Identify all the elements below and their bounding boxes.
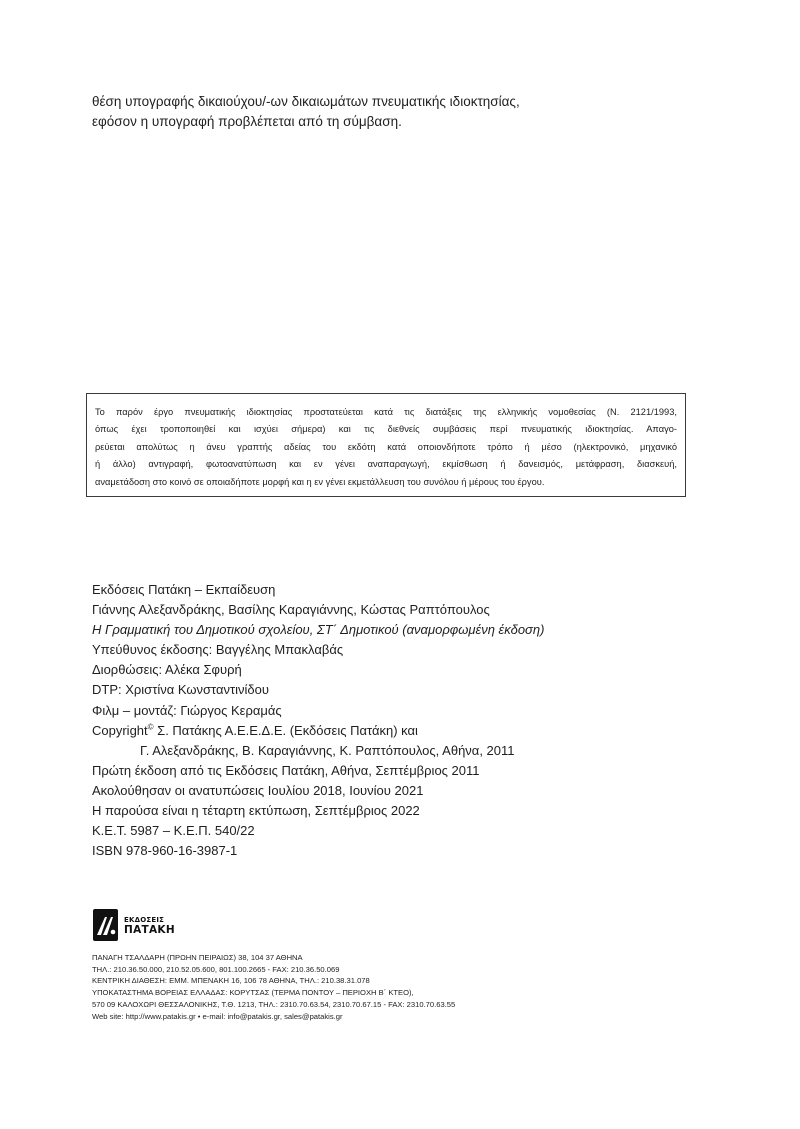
publisher-series: Εκδόσεις Πατάκη – Εκπαίδευση	[92, 582, 276, 597]
publisher-logo	[92, 908, 202, 944]
address-line: 570 09 ΚΑΛΟΧΩΡΙ ΘΕΣΣΑΛΟΝΙΚΗΣ, Τ.Θ. 1213, ΤΗΛ.: 2310.70.63.54, 2310.70.67.15 - FAX: 2310.70.63.55	[92, 999, 456, 1009]
editor-credit: Υπεύθυνος έκδοσης: Βαγγέλης Μπακλαβάς	[92, 642, 344, 658]
signature-note	[92, 92, 652, 132]
copyright-symbol: ©	[147, 722, 154, 732]
copyright-continued: Γ. Αλεξανδράκης, Β. Καραγιάννης, Κ. Ραπτόπουλος, Αθήνα, 2011	[140, 742, 515, 758]
copyright-notice-box	[86, 393, 686, 497]
signature-note-line: εφόσον η υπογραφή προβλέπεται από τη σύμβαση.	[92, 114, 402, 129]
publisher-address	[92, 952, 692, 1022]
copyright-notice-line: όπως έχει τροποποιηθεί και ισχύει σήμερα) και τις διεθνείς συμβάσεις περί πνευματικής ιδιοκτησίας. Απαγο-	[95, 424, 677, 435]
first-edition: Πρώτη έκδοση από τις Εκδόσεις Πατάκη, Αθήνα, Σεπτέμβριος 2011	[92, 762, 480, 778]
address-line: ΚΕΝΤΡΙΚΗ ΔΙΑΘΕΣΗ: ΕΜΜ. ΜΠΕΝΑΚΗ 16, 106 78 ΑΘΗΝΑ, ΤΗΛ.: 210.38.31.078	[92, 976, 370, 986]
signature-note-line: θέση υπογραφής δικαιούχου/-ων δικαιωμάτων πνευματικής ιδιοκτησίας,	[92, 94, 520, 109]
book-title: Η Γραμματική του Δημοτικού σχολείου, ΣΤ΄ Δημοτικού (αναμορφωμένη έκδοση)	[92, 622, 545, 638]
logo-top-word: ΕΚΔΟΣΕΙΣ	[124, 916, 165, 924]
isbn: ISBN 978-960-16-3987-1	[92, 843, 238, 859]
film-credit: Φιλμ – μοντάζ: Γιώργος Κεραμάς	[92, 702, 282, 718]
dtp-credit: DTP: Χριστίνα Κωνσταντινίδου	[92, 682, 269, 698]
reprints: Ακολούθησαν οι ανατυπώσεις Ιουλίου 2018, Ιουνίου 2021	[92, 782, 424, 798]
copyright-word: Copyright	[92, 722, 148, 738]
authors: Γιάννης Αλεξανδράκης, Βασίλης Καραγιάννης, Κώστας Ραπτόπουλος	[92, 602, 490, 618]
copyright-holders: Σ. Πατάκης Α.Ε.Ε.Δ.Ε. (Εκδόσεις Πατάκη) και	[153, 722, 418, 738]
address-line: ΤΗΛ.: 210.36.50.000, 210.52.05.600, 801.100.2665 - FAX: 210.36.50.069	[92, 964, 340, 974]
logo-bottom-word: ΠΑΤΑΚΗ	[124, 924, 175, 936]
address-line: ΥΠΟΚΑΤΑΣΤΗΜΑ ΒΟΡΕΙΑΣ ΕΛΛΑΔΑΣ: ΚΟΡΥΤΣΑΣ (ΤΕΡΜΑ ΠΟΝΤΟΥ – ΠΕΡΙΟΧΗ Β΄ ΚΤΕΟ),	[92, 988, 414, 998]
credits-block	[92, 580, 692, 861]
copyright-notice-line: Το παρόν έργο πνευματικής ιδιοκτησίας προστατεύεται κατά τις διατάξεις της ελληνικής νομοθεσίας (Ν. 2121/1993,	[95, 407, 677, 417]
address-line: Web site: http://www.patakis.gr • e-mail: info@patakis.gr, sales@patakis.gr	[92, 1011, 343, 1021]
proofreading-credit: Διορθώσεις: Αλέκα Σφυρή	[92, 662, 242, 678]
copyright-notice-line: ρεύεται απολύτως η άνευ γραπτής αδείας του εκδότη κατά οποιονδήποτε τρόπο ή μέσο (ηλεκτρονικό, μηχανικό	[95, 441, 677, 452]
current-printing: Η παρούσα είναι η τέταρτη εκτύπωση, Σεπτέμβριος 2022	[92, 803, 420, 819]
copyright-notice-line: αναμετάδοση στο κοινό σε οποιαδήποτε μορφή και η εν γένει εκμετάλλευση του συνόλου ή μέρους του έργου.	[95, 476, 545, 487]
copyright-line	[92, 721, 692, 741]
patakis-logo-icon	[92, 908, 120, 942]
copyright-notice-line: ή άλλο) αντιγραφή, φωτοανατύπωση και εν γένει αναπαραγωγή, εκμίσθωση ή δανεισμός, μετάφραση, διασκευή,	[95, 459, 677, 470]
ket-number: Κ.Ε.Τ. 5987 – Κ.Ε.Π. 540/22	[92, 823, 255, 839]
address-line: ΠΑΝΑΓΗ ΤΣΑΛΔΑΡΗ (ΠΡΩΗΝ ΠΕΙΡΑΙΩΣ) 38, 104 37 ΑΘΗΝΑ	[92, 953, 303, 962]
